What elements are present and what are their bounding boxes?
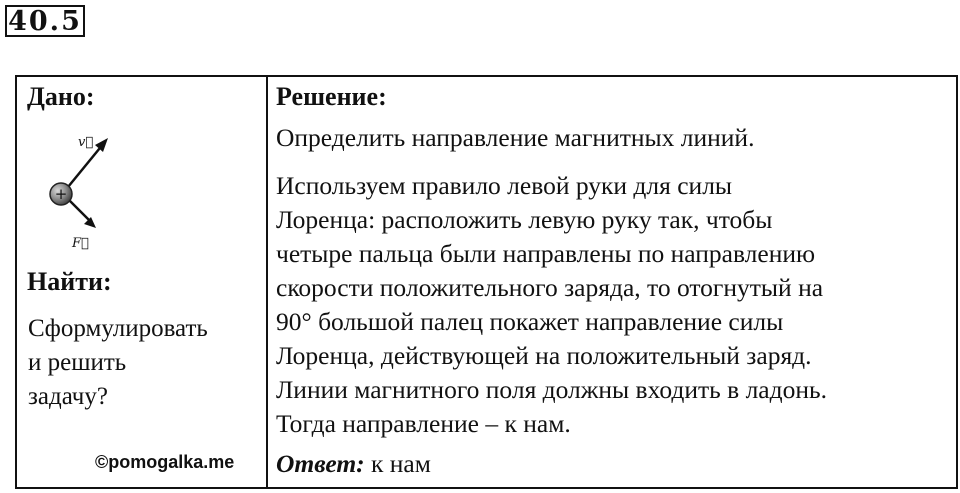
answer-line bbox=[276, 447, 431, 481]
charge-sign: + bbox=[54, 185, 68, 203]
watermark: ©pomogalka.me bbox=[95, 452, 235, 472]
problem-table bbox=[15, 75, 958, 489]
force-arrowhead bbox=[84, 217, 96, 228]
solution-line-7: Линии магнитного поля должны входить в ладонь. bbox=[276, 375, 827, 404]
find-line-1: Сформулировать bbox=[28, 315, 208, 342]
find-heading-text: Найти: bbox=[27, 267, 112, 296]
answer-value: к нам bbox=[364, 449, 431, 478]
given-heading: Дано: bbox=[27, 82, 95, 111]
solution-line-3: четыре пальца были направлены по направлению bbox=[276, 239, 816, 268]
solution-line-2: Лоренца: расположить левую руку так, чтобы bbox=[276, 205, 773, 234]
force-arrow bbox=[68, 199, 92, 223]
solution-line-4: скорости положительного заряда, то отогнутый на bbox=[276, 273, 824, 302]
v-label: v⃗ bbox=[78, 135, 94, 150]
problem-number: 40.5 bbox=[5, 5, 85, 37]
charge-force-diagram bbox=[28, 121, 138, 251]
solution-column bbox=[268, 77, 956, 487]
find-line-3: задачу? bbox=[28, 383, 108, 410]
solution-line-8: Тогда направление – к нам. bbox=[276, 409, 571, 438]
solution-heading: Решение: bbox=[276, 82, 387, 111]
find-line-2: и решить bbox=[28, 349, 127, 376]
given-column bbox=[17, 77, 268, 487]
answer-label: Ответ: bbox=[276, 449, 365, 478]
f-label: F⃗ bbox=[72, 236, 89, 251]
solution-line-5: 90° большой палец покажет направление силы bbox=[276, 307, 784, 336]
solution-line-1: Используем правило левой руки для силы bbox=[276, 171, 733, 200]
solution-intro: Определить направление магнитных линий. bbox=[276, 123, 755, 152]
solution-line-6: Лоренца, действующей на положительный заряд. bbox=[276, 341, 812, 370]
